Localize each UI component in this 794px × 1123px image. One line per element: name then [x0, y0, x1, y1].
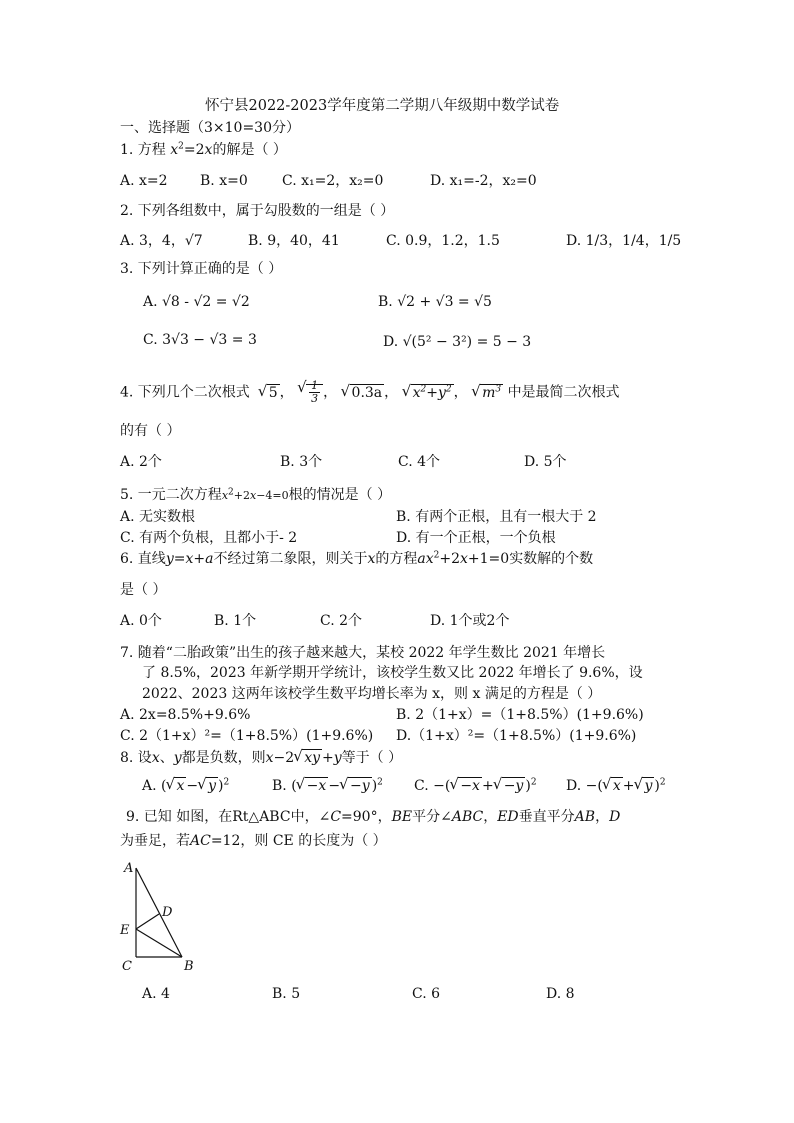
question-4-option-b[interactable]: B. 3个 — [280, 454, 323, 470]
figure-label-d: D — [162, 905, 173, 920]
question-9-stem-cont: 为垂足，若AC=12，则 CE 的长度为（ ） — [120, 833, 387, 849]
question-7-option-c[interactable]: C. 2（1+x）²=（1+8.5%）(1+9.6%) — [120, 728, 374, 744]
figure-label-b: B — [184, 959, 194, 974]
question-4-stem: 4. 下列几个二次根式 √ 5 ， √ $\frac{1}{3}$ ， √ 0.3a ， √ $x^2+y^2$ ， √ $m^3$ 中是最简二次根式 — [120, 380, 620, 405]
question-2-stem: 2. 下列各组数中，属于勾股数的一组是（ ） — [120, 203, 395, 219]
question-1-option-a[interactable]: A. x=2 — [120, 173, 168, 189]
question-9-option-a[interactable]: A. 4 — [142, 986, 170, 1002]
question-7-option-a[interactable]: A. 2x=8.5%+9.6% — [120, 707, 251, 723]
question-3-option-c[interactable]: C. 3√3 − √3 = 3 — [143, 332, 257, 348]
question-9-option-d[interactable]: D. 8 — [546, 986, 575, 1002]
question-7-line-2: 了 8.5%，2023 年新学期开学统计，该校学生数又比 2022 年增长了 9.6%，设 — [142, 665, 643, 681]
question-1-option-c[interactable]: C. x₁=2，x₂=0 — [282, 173, 384, 189]
question-2-option-a[interactable]: A. 3，4，√7 — [120, 233, 203, 249]
page-title: 怀宁县2022-2023学年度第二学期八年级期中数学试卷 — [205, 98, 560, 114]
question-5-option-d[interactable]: D. 有一个正根，一个负根 — [396, 530, 556, 546]
question-3-option-d[interactable]: D. √(5² − 3²) = 5 − 3 — [383, 334, 532, 350]
figure-label-c: C — [122, 959, 132, 974]
question-8-stem: 8. 设x、y都是负数，则x−2√ xy +y等于（ ） — [120, 749, 402, 767]
question-6-stem: 6. 直线y=x+a不经过第二象限，则关于x的方程$ax^2+2x+1=0$实数解的个数 — [120, 550, 594, 567]
question-5-option-c[interactable]: C. 有两个负根，且都小于- 2 — [120, 530, 298, 546]
section-heading: 一、选择题（3×10=30分） — [120, 120, 300, 136]
question-6-option-a[interactable]: A. 0个 — [120, 613, 162, 629]
question-3-option-a[interactable]: A. √8 - √2 = √2 — [143, 294, 250, 310]
question-6-stem-cont: 是（ ） — [120, 582, 167, 598]
question-7-option-d[interactable]: D.（1+x）²=（1+8.5%）(1+9.6%) — [396, 728, 637, 744]
question-5-option-b[interactable]: B. 有两个正根，且有一根大于 2 — [396, 509, 597, 525]
question-4-option-c[interactable]: C. 4个 — [398, 454, 441, 470]
question-3-option-b[interactable]: B. √2 + √3 = √5 — [378, 294, 492, 310]
question-4-option-d[interactable]: D. 5个 — [524, 454, 567, 470]
question-8-option-d[interactable]: D. −(√ x +√ y )$^2$ — [566, 777, 666, 795]
figure-label-e: E — [120, 923, 130, 938]
question-2-option-d[interactable]: D. 1/3，1/4，1/5 — [566, 233, 682, 249]
question-3-stem: 3. 下列计算正确的是（ ） — [120, 261, 283, 277]
question-7-line-1: 7. 随着“二胎政策”出生的孩子越来越大，某校 2022 年学生数比 2021 年增长 — [120, 645, 606, 661]
question-1-stem: 1. 方程 $x^2=2x$的解是（ ） — [120, 141, 287, 158]
question-8-option-b[interactable]: B. (√ −x −√ −y )$^2$ — [272, 777, 383, 795]
question-6-option-b[interactable]: B. 1个 — [214, 613, 257, 629]
question-4-option-a[interactable]: A. 2个 — [120, 454, 162, 470]
question-6-option-c[interactable]: C. 2个 — [320, 613, 363, 629]
question-9-option-c[interactable]: C. 6 — [412, 986, 441, 1002]
question-2-option-c[interactable]: C. 0.9，1.2，1.5 — [386, 233, 500, 249]
question-1-option-b[interactable]: B. x=0 — [200, 173, 248, 189]
triangle-figure — [112, 858, 202, 978]
question-8-option-c[interactable]: C. −(√ −x +√ −y )$^2$ — [414, 777, 537, 795]
figure-label-a: A — [124, 861, 134, 876]
question-1-option-d[interactable]: D. x₁=-2，x₂=0 — [430, 173, 537, 189]
question-5-option-a[interactable]: A. 无实数根 — [120, 509, 196, 525]
question-8-option-a[interactable]: A. (√ x −√ y )$^2$ — [142, 777, 229, 795]
question-7-option-b[interactable]: B. 2（1+x）=（1+8.5%）(1+9.6%) — [396, 707, 644, 723]
question-7-line-3: 2022、2023 这两年该校学生数平均增长率为 x，则 x 满足的方程是（ ） — [142, 686, 602, 702]
question-2-option-b[interactable]: B. 9，40，41 — [248, 233, 340, 249]
question-4-stem-cont: 的有（ ） — [120, 423, 181, 439]
question-6-option-d[interactable]: D. 1个或2个 — [430, 613, 510, 629]
question-9-stem: 9. 已知 如图，在Rt△ABC中，∠C=90°，BE平分∠ABC，ED垂直平分AB，D — [126, 809, 621, 825]
question-9-option-b[interactable]: B. 5 — [272, 986, 301, 1002]
question-5-stem: 5. 一元二次方程$x^2+2x-4=0$根的情况是（ ） — [120, 487, 392, 503]
